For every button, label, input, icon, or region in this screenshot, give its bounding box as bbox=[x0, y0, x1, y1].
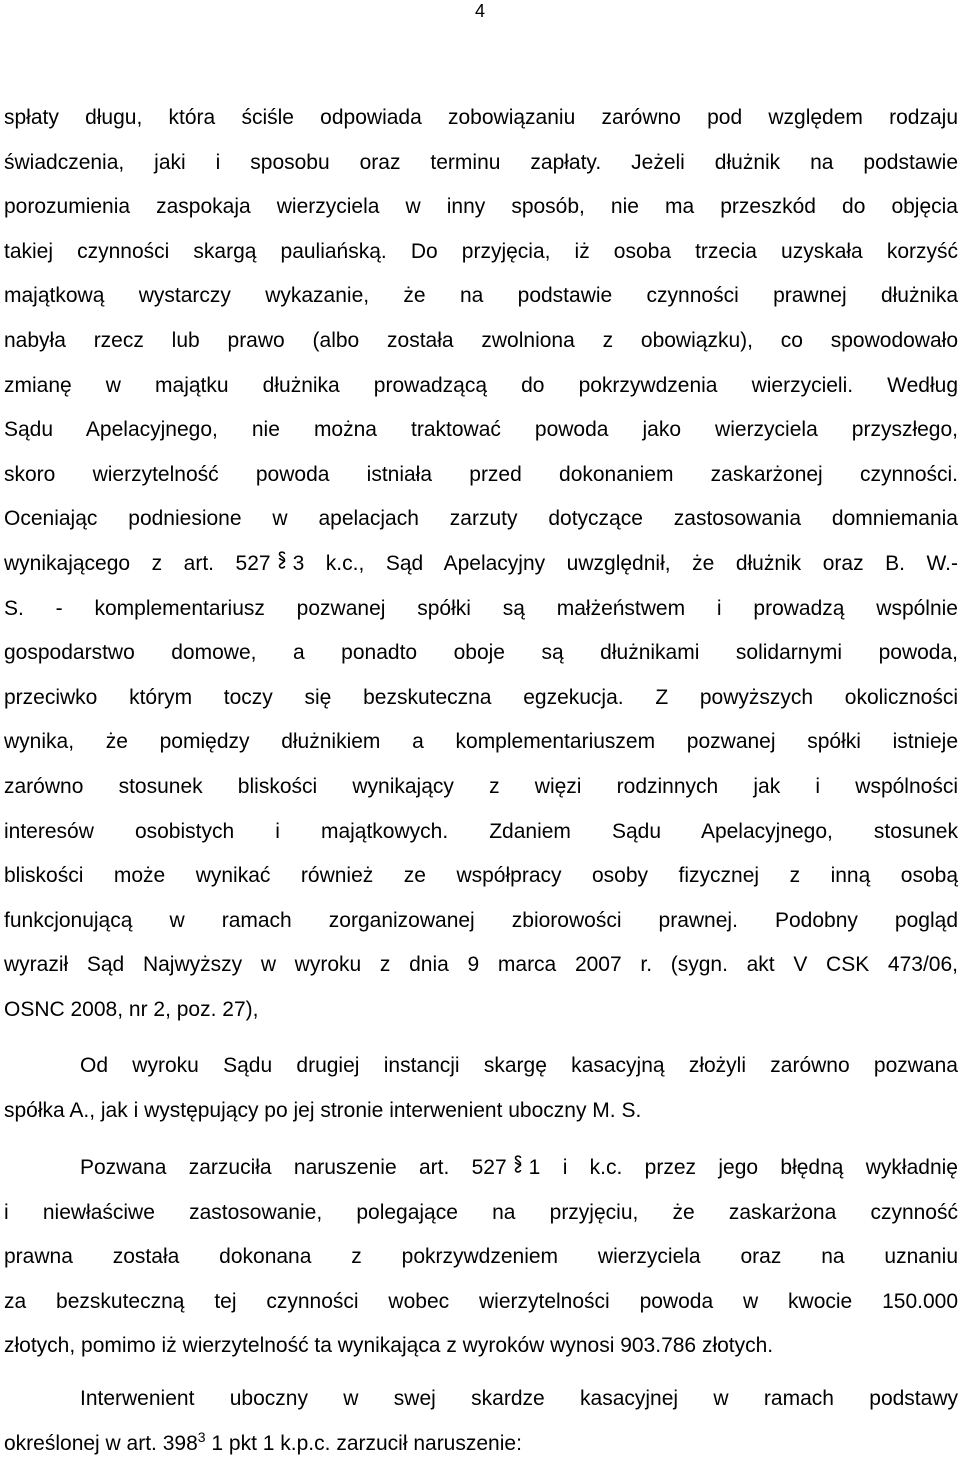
page-number: 4 bbox=[474, 1, 485, 21]
line-text-before: określonej w art. 398 bbox=[4, 1431, 198, 1455]
section-number: 3 bbox=[292, 552, 305, 575]
line-text-after: k.c., Sąd Apelacyjny uwzględnił, że dłużnik oraz B. W.- bbox=[325, 552, 958, 575]
text-line: S. - komplementariusz pozwanej spółki są małżeństwem i prowadzą wspólnie bbox=[4, 596, 958, 620]
text-line: funkcjonującą w ramach zorganizowanej zbiorowości prawnej. Podobny pogląd bbox=[4, 908, 958, 932]
text-line: spółka A., jak i występujący po jej stronie interwenient uboczny M. S. bbox=[4, 1098, 642, 1122]
text-line: interesów osobistych i majątkowych. Zdaniem Sądu Apelacyjnego, stosunek bbox=[4, 819, 958, 843]
text-line: wynika, że pomiędzy dłużnikiem a komplementariuszem pozwanej spółki istnieje bbox=[4, 730, 958, 754]
line-text-after: i k.c. przez jego błędną wykładnię bbox=[562, 1156, 958, 1179]
text-line: Oceniając podniesione w apelacjach zarzuty dotyczące zastosowania domniemania bbox=[4, 507, 958, 531]
line-text-before: wynikającego z art. 527 bbox=[4, 552, 271, 575]
superscript: 3 bbox=[197, 1428, 206, 1445]
text-line: takiej czynności skargą pauliańską. Do przyjęcia, iż osoba trzecia uzyskała korzyść bbox=[4, 239, 958, 263]
text-line: zmianę w majątku dłużnika prowadzącą do pokrzywdzenia wierzycieli. Według bbox=[4, 373, 958, 397]
text-line: Sądu Apelacyjnego, nie można traktować powoda jako wierzyciela przyszłego, bbox=[4, 418, 958, 442]
text-line: wyraził Sąd Najwyższy w wyroku z dnia 9 marca 2007 r. (sygn. akt V CSK 473/06, bbox=[4, 953, 958, 977]
text-line: bliskości może wynikać również ze współpracy osoby fizycznej z inną osobą bbox=[4, 864, 958, 888]
text-line: i niewłaściwe zastosowanie, polegające na przyjęciu, że zaskarżona czynność bbox=[4, 1200, 958, 1224]
text-line: przeciwko którym toczy się bezskuteczna egzekucja. Z powyższych okoliczności bbox=[4, 685, 958, 709]
text-line: gospodarstwo domowe, a ponadto oboje są dłużnikami solidarnymi powoda, bbox=[4, 641, 958, 665]
text-line: OSNC 2008, nr 2, poz. 27), bbox=[4, 998, 259, 1021]
text-line: prawna została dokonana z pokrzywdzeniem wierzyciela oraz na uznaniu bbox=[4, 1245, 958, 1269]
text-line: porozumienia zaspokaja wierzyciela w inny sposób, nie ma przeszkód do objęcia bbox=[4, 195, 958, 219]
text-line: za bezskuteczną tej czynności wobec wierzytelności powoda w kwocie 150.000 bbox=[4, 1289, 958, 1313]
text-line bbox=[80, 1154, 958, 1182]
text-line bbox=[4, 550, 958, 578]
text-line: skoro wierzytelność powoda istniała przed dokonaniem zaskarżonej czynności. bbox=[4, 462, 958, 486]
text-line: zarówno stosunek bliskości wynikający z więzi rodzinnych jak i wspólności bbox=[4, 775, 958, 798]
section-number: 1 bbox=[528, 1156, 541, 1179]
text-line: świadczenia, jaki i sposobu oraz terminu zapłaty. Jeżeli dłużnik na podstawie bbox=[4, 150, 958, 174]
text-line: nabyła rzecz lub prawo (albo została zwolniona z obowiązku), co spowodowało bbox=[4, 329, 958, 352]
section-sign-icon bbox=[513, 1154, 523, 1182]
line-text-after: 1 pkt 1 k.p.c. zarzucił naruszenie: bbox=[211, 1431, 522, 1455]
text-line: majątkową wystarczy wykazanie, że na podstawie czynności prawnej dłużnika bbox=[4, 284, 958, 308]
text-line: złotych, pomimo iż wierzytelność ta wynikająca z wyroków wynosi 903.786 złotych. bbox=[4, 1334, 774, 1358]
text-line: Interwenient uboczny w swej skardze kasacyjnej w ramach podstawy bbox=[80, 1387, 958, 1410]
text-line: spłaty długu, która ściśle odpowiada zobowiązaniu zarówno pod względem rodzaju bbox=[4, 106, 958, 129]
text-line bbox=[4, 1430, 958, 1458]
line-text-before: Pozwana zarzuciła naruszenie art. 527 bbox=[80, 1156, 507, 1179]
text-line: Od wyroku Sądu drugiej instancji skargę kasacyjną złożyli zarówno pozwana bbox=[80, 1054, 958, 1077]
section-sign-icon bbox=[277, 550, 287, 578]
